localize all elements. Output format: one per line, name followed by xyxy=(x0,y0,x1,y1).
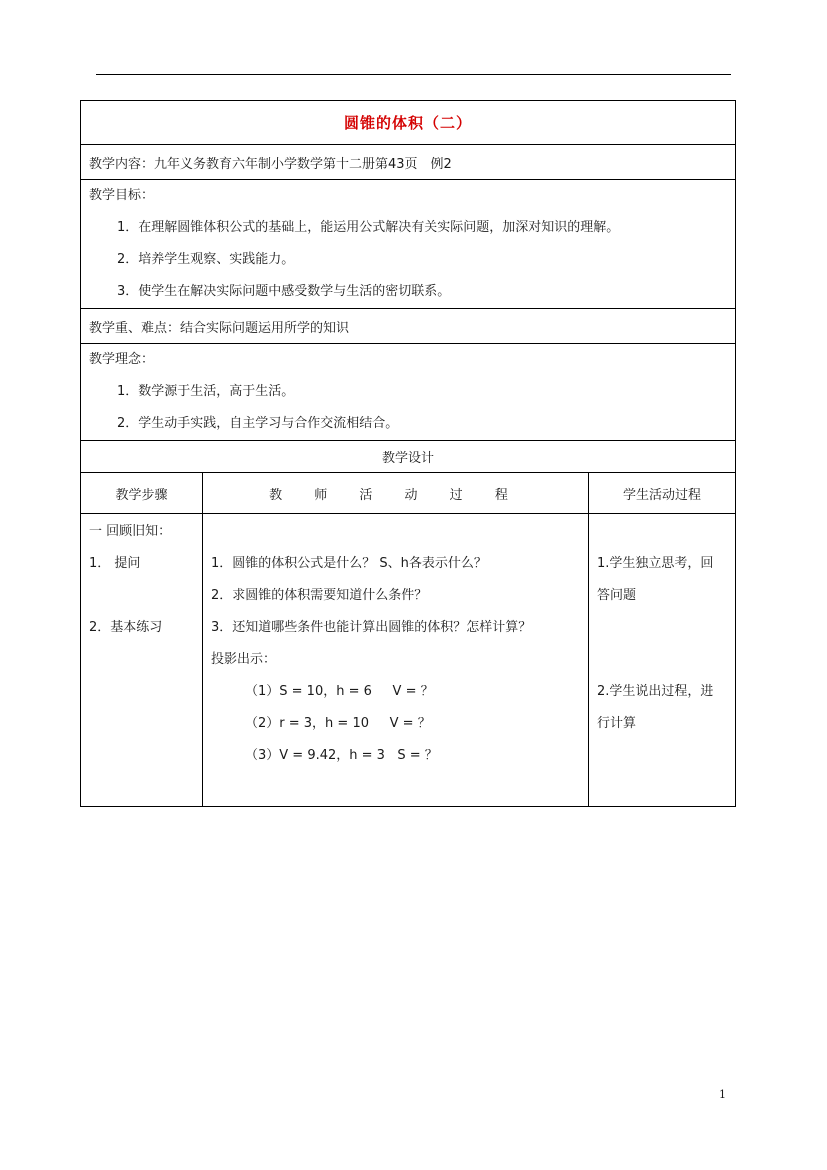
header-rule xyxy=(96,74,731,75)
goal-item: 3．使学生在解决实际问题中感受数学与生活的密切联系。 xyxy=(117,284,451,299)
teacher-cell xyxy=(203,514,589,807)
col-header-steps-label: 教学步骤 xyxy=(115,487,168,503)
teacher-item: 2．求圆锥的体积需要知道什么条件？ xyxy=(211,588,428,603)
goal-item: 2．培养学生观察、实践能力。 xyxy=(117,252,295,267)
page-number: 1 xyxy=(719,1088,726,1101)
teacher-item: 1．圆锥的体积公式是什么？ S、h各表示什么？ xyxy=(211,556,487,571)
col-header-teacher xyxy=(203,473,589,514)
student-item: 1.学生独立思考，回 xyxy=(597,556,714,571)
goal-item: 1．在理解圆锥体积公式的基础上，能运用公式解决有关实际问题，加深对知识的理解。 xyxy=(117,220,620,235)
content-row xyxy=(81,145,736,180)
teacher-item: 3．还知道哪些条件也能计算出圆锥的体积？怎样计算？ xyxy=(211,620,532,635)
goals-section xyxy=(81,180,736,309)
content-line: 教学内容：九年义务教育六年制小学数学第十二册第43页 例2 xyxy=(89,156,452,172)
student-cell xyxy=(589,514,736,807)
philosophy-section xyxy=(81,344,736,441)
steps-cell xyxy=(81,514,203,807)
formula-item: （3）V = 9.42，h = 3 S = ？ xyxy=(245,748,438,763)
philosophy-heading: 教学理念： xyxy=(89,352,155,367)
goals-heading: 教学目标： xyxy=(89,188,155,203)
step-item: 一 回顾旧知： xyxy=(89,524,172,539)
col-header-steps xyxy=(81,473,203,514)
philosophy-item: 2．学生动手实践，自主学习与合作交流相结合。 xyxy=(117,416,399,431)
design-header-text: 教学设计 xyxy=(382,451,435,466)
lesson-plan-table xyxy=(80,100,736,807)
student-item: 行计算 xyxy=(597,716,637,731)
key-points: 教学重、难点：结合实际问题运用所学的知识 xyxy=(89,320,350,336)
philosophy-item: 1．数学源于生活，高于生活。 xyxy=(117,384,295,399)
col-header-student-label: 学生活动过程 xyxy=(623,487,702,503)
page-title: 圆锥的体积（二） xyxy=(344,114,473,132)
teacher-item: 投影出示： xyxy=(211,652,277,667)
title-cell xyxy=(81,101,736,145)
formula-item: （1）S = 10，h = 6 V = ？ xyxy=(245,684,434,699)
design-header xyxy=(81,441,736,473)
student-item: 答问题 xyxy=(597,588,637,603)
key-points-row xyxy=(81,309,736,344)
formula-item: （2）r = 3，h = 10 V = ？ xyxy=(245,716,431,731)
col-header-student xyxy=(589,473,736,514)
step-item: 1． 提问 xyxy=(89,556,141,571)
step-item: 2．基本练习 xyxy=(89,620,163,635)
student-item: 2.学生说出过程，进 xyxy=(597,684,714,699)
col-header-teacher-label: 教 师 活 动 过 程 xyxy=(269,487,522,503)
